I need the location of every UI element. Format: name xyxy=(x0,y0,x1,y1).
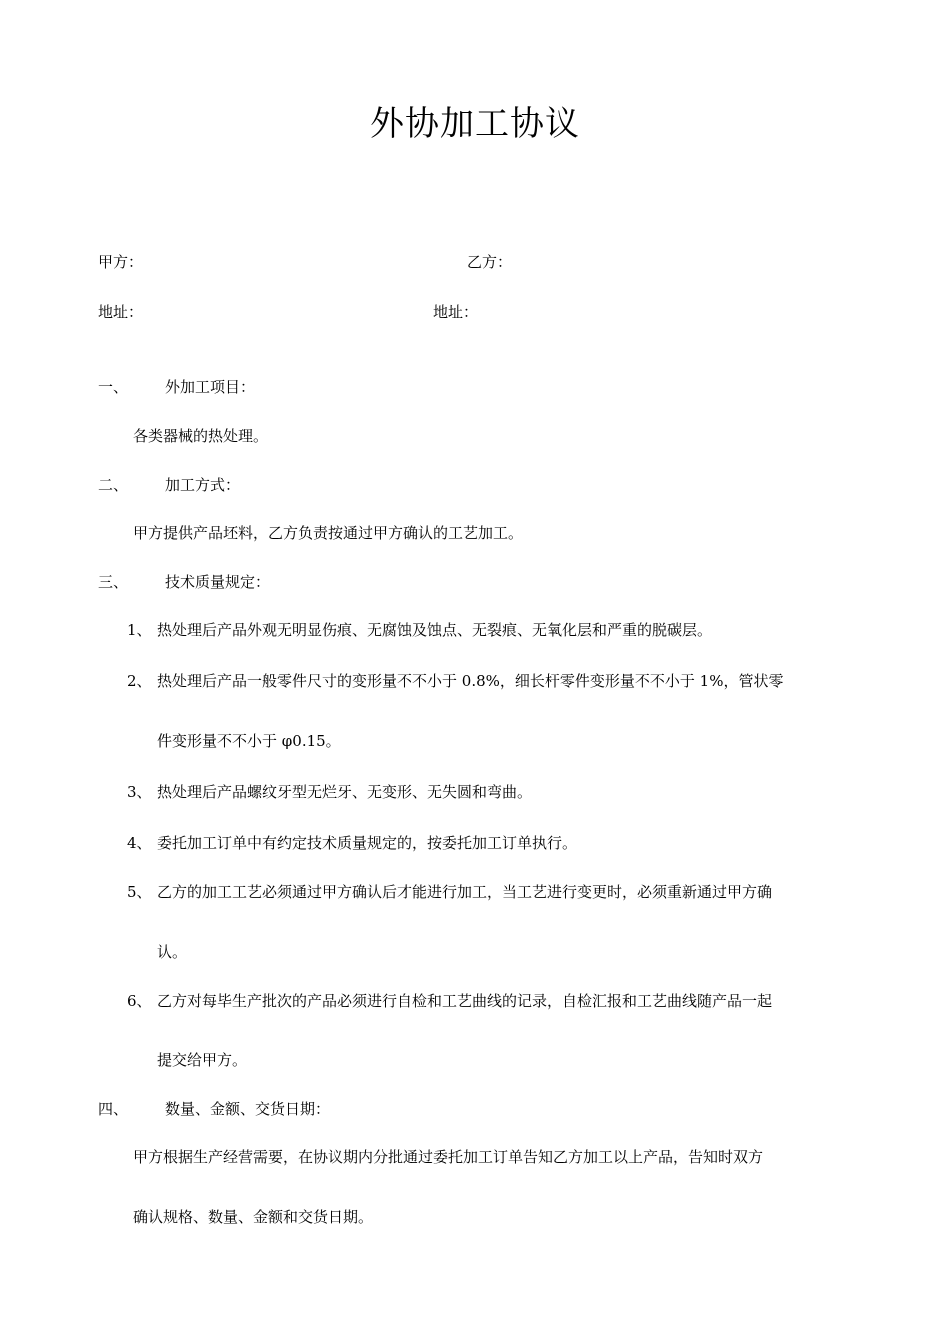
section-4-body: 甲方根据生产经营需要，在协议期内分批通过委托加工订单告知乙方加工以上产品，告知时双方 xyxy=(133,1148,764,1166)
quality-item-6-number: 6、 xyxy=(127,992,152,1010)
section-2-heading: 加工方式： xyxy=(165,476,241,494)
section-4-number: 四、 xyxy=(98,1100,129,1118)
quality-item-6-text: 乙方对每毕生产批次的产品必须进行自检和工艺曲线的记录，自检汇报和工艺曲线随产品一起 xyxy=(157,992,773,1010)
quality-item-1-text: 热处理后产品外观无明显伤痕、无腐蚀及蚀点、无裂痕、无氧化层和严重的脱碳层。 xyxy=(157,621,713,639)
quality-item-4-text: 委托加工订单中有约定技术质量规定的，按委托加工订单执行。 xyxy=(157,834,578,852)
section-1-number: 一、 xyxy=(98,378,129,396)
section-3-heading: 技术质量规定： xyxy=(165,573,271,591)
quality-item-5-text: 乙方的加工工艺必须通过甲方确认后才能进行加工，当工艺进行变更时，必须重新通过甲方确 xyxy=(157,883,773,901)
section-1-body: 各类器械的热处理。 xyxy=(133,427,269,445)
quality-item-5-text-cont: 认。 xyxy=(157,943,188,961)
quality-item-5-number: 5、 xyxy=(127,883,152,901)
section-4-heading: 数量、金额、交货日期： xyxy=(165,1100,331,1118)
quality-item-1-number: 1、 xyxy=(127,621,152,639)
party-b-label: 乙方： xyxy=(467,253,513,271)
quality-item-4-number: 4、 xyxy=(127,834,152,852)
quality-item-2-text: 热处理后产品一般零件尺寸的变形量不不小于 0.8%，细长杆零件变形量不不小于 1%，管状零 xyxy=(157,672,784,690)
section-4-body-cont: 确认规格、数量、金额和交货日期。 xyxy=(133,1208,374,1226)
quality-item-6-text-cont: 提交给甲方。 xyxy=(157,1051,248,1069)
party-a-label: 甲方： xyxy=(98,253,144,271)
section-2-body: 甲方提供产品坯料，乙方负责按通过甲方确认的工艺加工。 xyxy=(133,524,524,542)
section-1-heading: 外加工项目： xyxy=(165,378,256,396)
quality-item-2-text-cont: 件变形量不不小于 φ0.15。 xyxy=(157,732,341,750)
quality-item-3-text: 热处理后产品螺纹牙型无烂牙、无变形、无失圆和弯曲。 xyxy=(157,783,533,801)
document-title: 外协加工协议 xyxy=(370,104,580,144)
party-b-address-label: 地址： xyxy=(433,303,479,321)
section-3-number: 三、 xyxy=(98,573,129,591)
quality-item-3-number: 3、 xyxy=(127,783,152,801)
quality-item-2-number: 2、 xyxy=(127,672,152,690)
section-2-number: 二、 xyxy=(98,476,129,494)
party-a-address-label: 地址： xyxy=(98,303,144,321)
